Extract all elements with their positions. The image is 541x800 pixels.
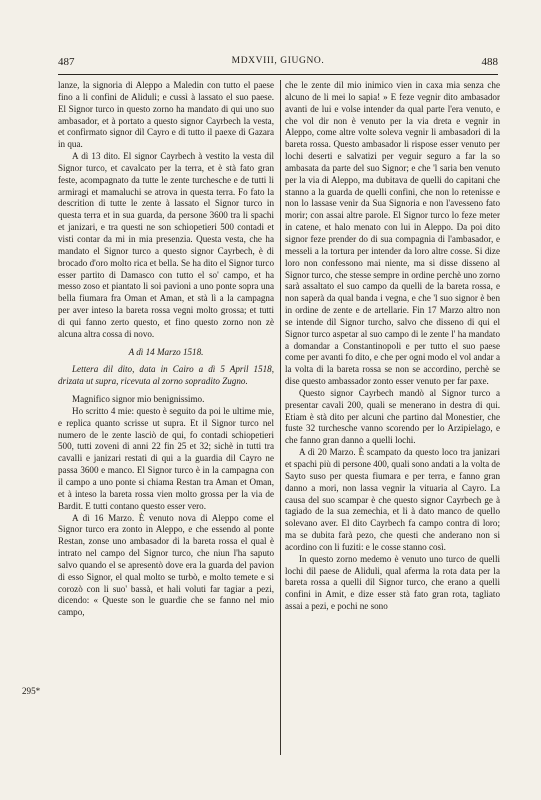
salutation: Magnifico signor mio benignissimo. xyxy=(72,394,205,405)
paragraph: A dì 20 Marzo. È scampato da questo loco tra janizari et spachi più di persone 400, quali sono andati a la volta de Sayto suso per questa fiumara e per terra, e fanno gran danno a mori, non lassa vegnir la vituaria al Cayro. La causa del suo scampar è che questo signor Cayrbech ge à tagiado de la sua zemechia, et li à dato manco de quello solevano aver. El dito Cayrbech fa campo contra di loro; ma se dubita farà pezo, che questi che anderano non si acordino con li fuziti: e le cosse stanno così. xyxy=(285,447,500,552)
paragraph: lanze, la signoria di Aleppo a Maledin con tutto el paese fino a li confini de Aliduli; e cussì à lassato el suo paese. El Signor turco in questo zorno ha mandato di qui uno suo ambasador, et à portato a questo signor Cayrbech la vesta, et confirmato signor dil Cayro e di tutto il paexe di Gazara in qua. xyxy=(58,80,274,150)
paragraph: In questo zorno medemo è venuto uno turco de quelli lochi dil paese de Aliduli, qual aferma la rota data per la bareta rossa a quelli dil Signor turco, che erano a quelli confini in Amit, e dize esser stà fato gran rota, tagliato assai a pezi, e pochi ne sono xyxy=(285,553,500,612)
running-title: MDXVIII, GIUGNO. xyxy=(231,56,325,66)
paragraph: A dì 16 Marzo. È venuto nova di Aleppo come el Signor turco era zonto in Aleppo, e che essendo al ponte Restan, zonse uno ambasador di la bareta rossa el qual è intrato nel campo del Signor turco, che niun l'ha saputo salvo quando el se apresentò dove era la guarda del pavion di esso Signor, el qual molto se turbò, e molto temete e si corozò con li suo' bassà, et hali voluti far tagiar a pezi, dicendo: « Queste son le guardie che se fanno nel mio campo, xyxy=(58,512,274,618)
right-page-number: 488 xyxy=(481,56,498,68)
column-divider xyxy=(280,80,281,755)
paragraph: che le zente dil mio inimico vien in caxa mia senza che alcuno de li mei lo sapia! » E feze vegnir dito ambasador avanti de lui e volse intender da qual parte l'era venuto, e che vol dir non è venuto per la via dreta e vegnir in Aleppo, come altre volte soleva vegnir li ambasadori di la bareta rossa. Questo ambasador li rispose esser venuto per lochi deserti e salvatizi per veguir seguro a far la so ambasata da parte del suo Signor; e che 'l saria ben venuto per la via di Aleppo, ma dubitava de quelli do capitani che stanno a la guarda de quelli confini, che non lo retenisse e non lo lassase venir da Sua Signoria e non l'avesseno fato morir; con assai altre parole. El Signor turco lo feze meter in catene, et halo menato con lui in Aleppo. Da poi dito signor feze prender do di sua compagnia di l'ambasador, e messeli a la tortura per intender da loro altre cosse. Si dize loro non confessono mai niente, ma si disse disseno al Signor turco, che stesse sempre in ordine perchè uno zorno sarà assaltato el suo campo da quelli de la bareta rossa, e non saperà da qual banda i vegna, e che 'l suo signor è ben in ordine de zente e de artellarie. Fin 17 Marzo altro non se intende dil Signor turcho, salvo che disseno di qui el Signor turco aspetar al suo campo di le zente l' ha mandato a domandar a Constantinopoli e per tutto el suo paese come per avanti fo dito, e che per ogni modo el vol andar a la volta di la bareta rossa se non se accordino, perchè se dise questo ambassador zonto esser venuto per far paxe. xyxy=(285,80,500,387)
right-column xyxy=(285,80,500,613)
running-header xyxy=(58,56,498,72)
letter-heading: Lettera dil dito, data in Cairo a dì 5 April 1518, drizata ut supra, ricevuta al zorno sopradito Zugno. xyxy=(58,364,274,387)
paragraph: A dì 13 dito. El signor Cayrbech à vestito la vesta dil Signor turco, et cavalcato per la terra, et è stà fato gran feste, acompagnato da tutte le zente turchesche e de tutti li armiragi et mamaluchi se atrova in questa terra. Fo fato la descrition di tutte le zente à lassato el Signor turco in questa terra et in sua guarda, da persone 3600 tra li spachi et janizari, e tra questi ne son schiopetieri 500 contadi et visti contar da mi in mia presenzia. Questa vesta, che ha mandato el Signor turco a questo signor Cayrbech, è di brocado d'oro molto rica et bella. Se ha dito el Signor turco esser partito di Damasco con tutto el so' campo, et ha messo zoso et piantato li soi pavioni a uno ponte sopra una bella fiumara fra Oman et Aman, et stà lì a la campagna per aver inteso la bareta rossa vegni molto grossa; et tutti di qui fanno zerto questo, et fino questo zorno non zè alcuna altra cossa di novo. xyxy=(58,151,274,339)
left-page-number: 487 xyxy=(58,56,75,68)
paragraph: Questo signor Cayrbech mandò al Signor turco a presentar cavali 200, quali se menerano in destra di qui. Etiam è stà dito per alcuni che partino dal Monestier, che fuste 32 turchesche vanno scorendo per lo Arzipielago, e che fanno gran danno a quelli lochi. xyxy=(285,387,500,446)
paragraph: Ho scritto 4 mie: questo è seguito da poi le ultime mie, e replica quanto scrisse ut supra. Et il Signor turco nel numero de le zente lasciò de qui, fo contadi schiopetieri 500, tutti zoveni di anni 22 fin 25 et 32; sichè in tutti tra cavalli e janizari restati di qui a la guardia dil Cayro ne passa 3600 e manco. El Signor turco è in la campagna con il campo a uno ponte si chiama Restan tra Aman et Oman, et à inteso la bareta rossa vien molto grossa per la via de Bardit. E tutti contano questo esser vero. xyxy=(58,405,274,511)
header-rule xyxy=(58,74,498,75)
left-column xyxy=(58,80,274,619)
date-heading: A dì 14 Marzo 1518. xyxy=(128,346,204,357)
margin-note: 295* xyxy=(22,686,41,696)
